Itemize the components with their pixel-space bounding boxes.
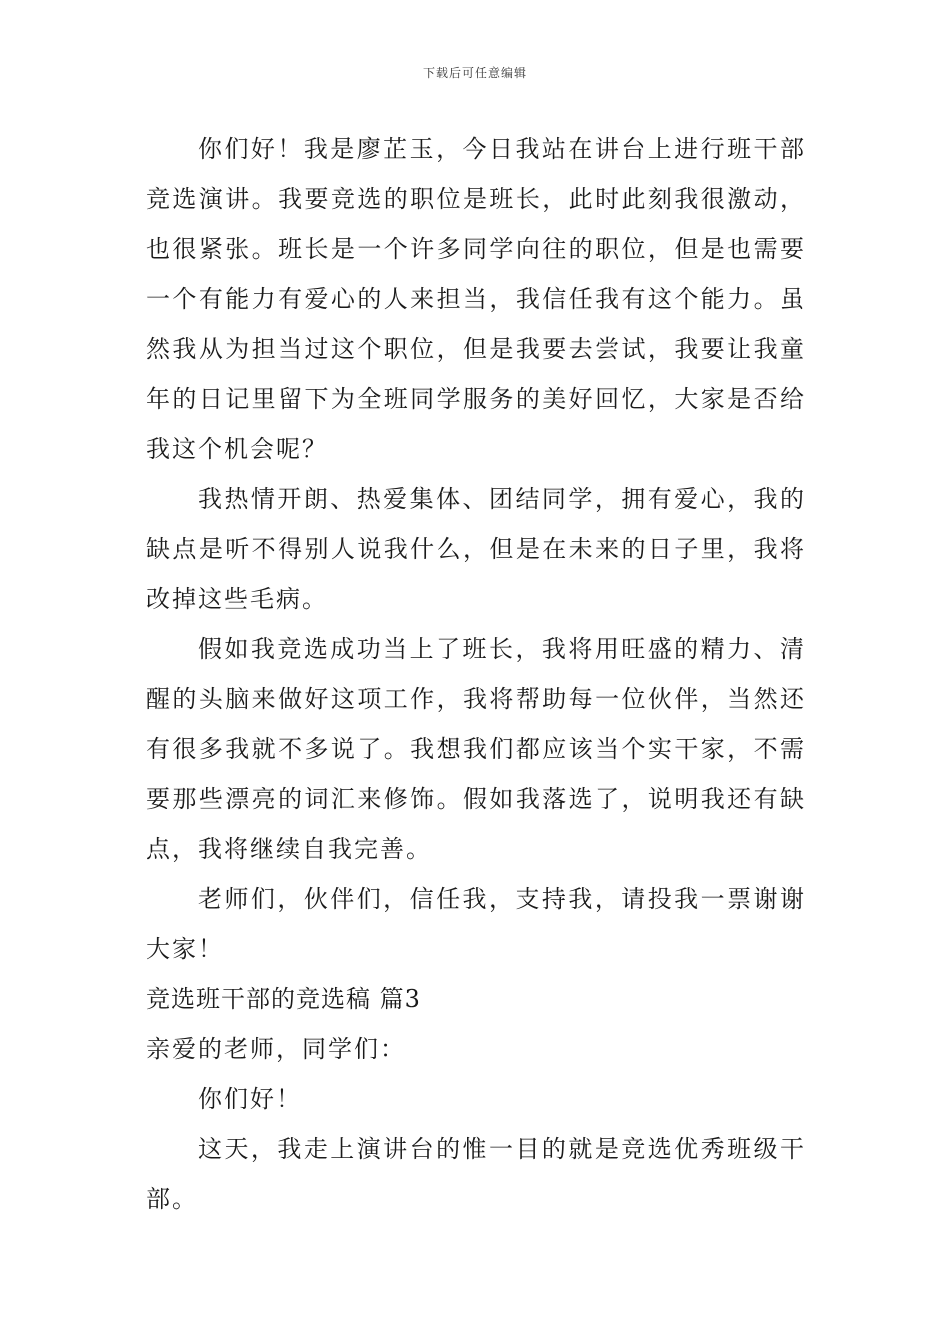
paragraph-3: 假如我竞选成功当上了班长，我将用旺盛的精力、清醒的头脑来做好这项工作，我将帮助每一位伙伴，当然还有很多我就不多说了。我想我们都应该当个实干家，不需要那些漂亮的词汇来修饰。假如我落选了，说明我还有缺点，我将继续自我完善。 <box>146 635 806 863</box>
paragraph-1: 你们好！我是廖芷玉，今日我站在讲台上进行班干部竞选演讲。我要竞选的职位是班长，此时此刻我很激动，也很紧张。班长是一个许多同学向往的职位，但是也需要一个有能力有爱心的人来担当，我信任我有这个能力。虽然我从为担当过这个职位，但是我要去尝试，我要让我童年的日记里留下为全班同学服务的美好回忆，大家是否给我这个机会呢？ <box>146 135 806 463</box>
salutation: 亲爱的老师，同学们： <box>146 1035 406 1063</box>
paragraph-6: 这天，我走上演讲台的惟一目的就是竞选优秀班级干部。 <box>146 1135 806 1213</box>
paragraph-2: 我热情开朗、热爱集体、团结同学，拥有爱心，我的缺点是听不得别人说我什么，但是在未来的日子里，我将改掉这些毛病。 <box>146 485 806 613</box>
paragraph-5: 你们好！ <box>198 1085 302 1113</box>
header-note: 下载后可任意编辑 <box>422 66 527 80</box>
document-body <box>146 124 806 1224</box>
section-title: 竞选班干部的竞选稿 篇3 <box>146 985 421 1013</box>
paragraph-4: 老师们，伙伴们，信任我，支持我，请投我一票谢谢大家！ <box>146 885 806 963</box>
